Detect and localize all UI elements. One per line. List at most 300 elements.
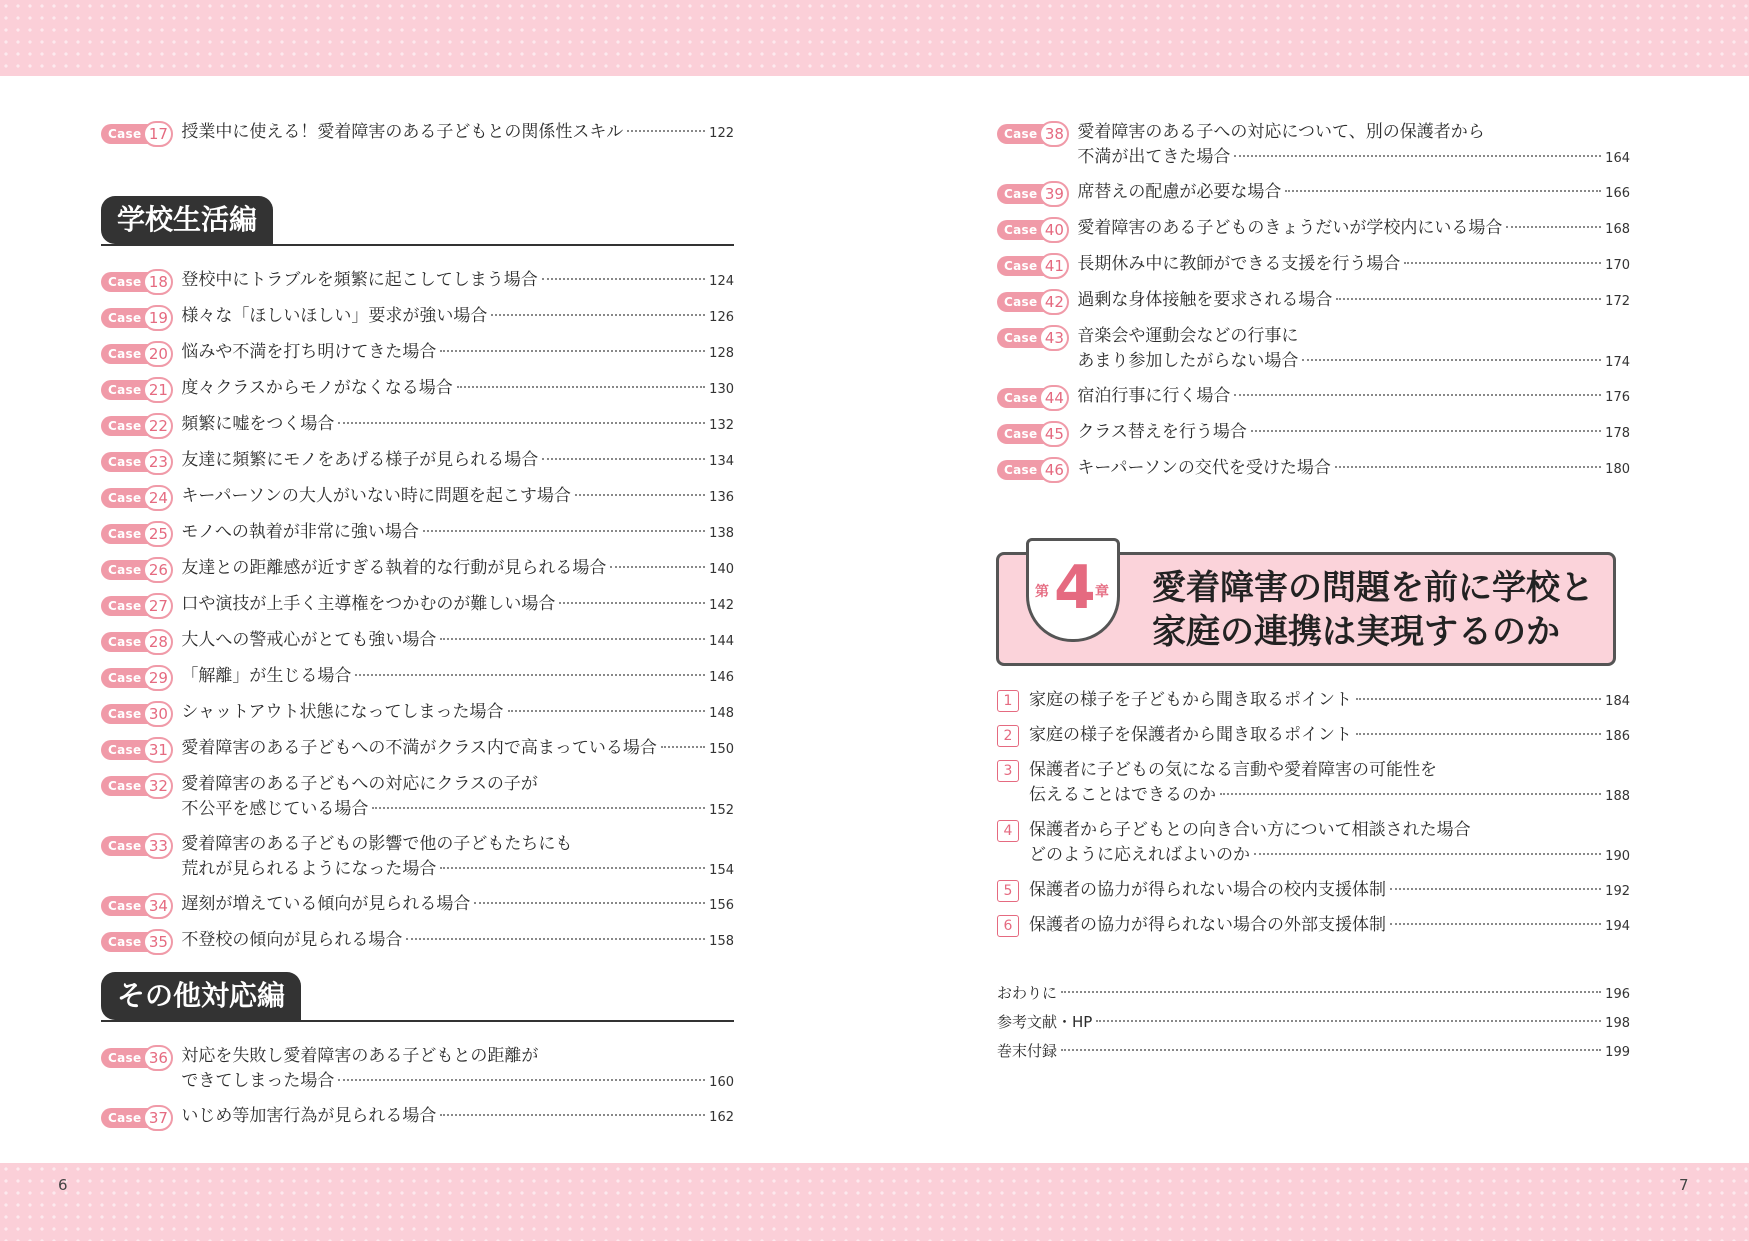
- entry-line: [181, 857, 734, 883]
- case-label: Case: [997, 184, 1045, 204]
- entry-text: [181, 412, 734, 438]
- toc-entry[interactable]: [997, 384, 1630, 411]
- entry-text: [181, 832, 734, 883]
- toc-entry[interactable]: [101, 700, 734, 727]
- case-number: 27: [143, 593, 173, 619]
- page-ref: 128: [709, 346, 734, 361]
- section-rule: [101, 244, 734, 246]
- page-ref: 138: [709, 526, 734, 541]
- page-ref: 186: [1605, 729, 1630, 744]
- entry-text: [181, 700, 734, 726]
- case-label: Case: [101, 740, 149, 760]
- item-number: 2: [997, 725, 1019, 747]
- item-number: 5: [997, 880, 1019, 902]
- case-number: 40: [1039, 217, 1069, 243]
- case-number: 17: [143, 121, 173, 147]
- entry-line-text: 「解離」が生じる場合: [181, 666, 352, 686]
- toc-entry[interactable]: [997, 688, 1630, 714]
- entry-line: [181, 484, 734, 510]
- chapter-number: 4: [1054, 553, 1096, 623]
- leader-dots: [372, 807, 705, 809]
- toc-entry[interactable]: [101, 1104, 734, 1131]
- entry-line-text: 様々な「ほしいほしい」要求が強い場合: [181, 306, 488, 326]
- case-badge: [101, 593, 173, 619]
- back-matter-entry[interactable]: [997, 1040, 1630, 1064]
- case-badge: [101, 521, 173, 547]
- entry-line: 愛着障害のある子への対応について、別の保護者から: [1077, 122, 1485, 142]
- entry-line-text: いじめ等加害行為が見られる場合: [181, 1106, 437, 1126]
- case-label: Case: [101, 896, 149, 916]
- entry-text: [1029, 818, 1630, 869]
- entry-line: [181, 797, 734, 823]
- bottom-pink-band: [0, 1163, 1749, 1241]
- case-badge: [997, 289, 1069, 315]
- chapter-title-line: 家庭の連携は実現するのか: [1152, 612, 1560, 652]
- section-title: その他対応編: [101, 972, 301, 1020]
- case-number: 20: [143, 341, 173, 367]
- leader-dots: [1234, 394, 1601, 396]
- entry-text: [1077, 216, 1630, 242]
- case-label: Case: [997, 388, 1045, 408]
- entry-line-text: あまり参加したがらない場合: [1077, 351, 1299, 371]
- case-label: Case: [997, 328, 1045, 348]
- entry-line: [1077, 252, 1630, 278]
- leader-dots: [1335, 466, 1601, 468]
- case-badge: [101, 305, 173, 331]
- entry-line: [1029, 783, 1630, 809]
- section-heading-other: [101, 972, 734, 1020]
- case-label: Case: [101, 560, 149, 580]
- toc-entry[interactable]: [997, 216, 1630, 243]
- entry-line-text: 過剰な身体接触を要求される場合: [1077, 290, 1333, 310]
- toc-entry[interactable]: [101, 664, 734, 691]
- page-ref: 198: [1605, 1016, 1630, 1031]
- entry-line: [1077, 349, 1630, 375]
- entry-line-text: 不登校の傾向が見られる場合: [181, 930, 403, 950]
- leader-dots: [1302, 359, 1601, 361]
- leader-dots: [474, 902, 705, 904]
- chapter-number-badge: [1026, 538, 1120, 642]
- entry-line: [181, 268, 734, 294]
- toc-entry[interactable]: [997, 878, 1630, 904]
- case-badge: [997, 325, 1069, 351]
- entry-line-text: 家庭の様子を子どもから聞き取るポイント: [1029, 690, 1352, 710]
- case-label: Case: [101, 488, 149, 508]
- entry-line-text: 悩みや不満を打ち明けてきた場合: [181, 342, 437, 362]
- case-badge: [101, 341, 173, 367]
- leader-dots: [1220, 793, 1601, 795]
- toc-entry[interactable]: [997, 913, 1630, 939]
- leader-dots: [1506, 226, 1601, 228]
- page-ref: 174: [1605, 355, 1630, 370]
- entry-line-text: 保護者の協力が得られない場合の校内支援体制: [1029, 880, 1386, 900]
- entry-line: 音楽会や運動会などの行事に: [1077, 326, 1299, 346]
- case-label: Case: [997, 292, 1045, 312]
- toc-back-matter: [997, 982, 1630, 1069]
- entry-text: [1029, 913, 1630, 939]
- case-badge: [101, 449, 173, 475]
- case-badge: [101, 485, 173, 511]
- entry-line: [1029, 688, 1630, 714]
- case-badge: [997, 457, 1069, 483]
- case-badge: [997, 385, 1069, 411]
- entry-text: [181, 448, 734, 474]
- case-number: 26: [143, 557, 173, 583]
- case-number: 42: [1039, 289, 1069, 315]
- entry-line-text: クラス替えを行う場合: [1077, 422, 1247, 442]
- toc-entry[interactable]: [101, 412, 734, 439]
- leader-dots: [1390, 888, 1601, 890]
- leader-dots: [1251, 430, 1601, 432]
- page-ref: 194: [1605, 919, 1630, 934]
- toc-entry[interactable]: [101, 484, 734, 511]
- entry-line: 愛着障害のある子どもの影響で他の子どもたちにも: [181, 834, 573, 854]
- page-ref: 164: [1605, 151, 1630, 166]
- case-badge: [101, 833, 173, 859]
- toc-right-cases: [997, 120, 1630, 492]
- entry-line: [181, 376, 734, 402]
- entry-text: [181, 376, 734, 402]
- case-label: Case: [101, 380, 149, 400]
- case-label: Case: [101, 524, 149, 544]
- entry-line: [181, 520, 734, 546]
- case-number: 45: [1039, 421, 1069, 447]
- entry-text: [1077, 324, 1630, 375]
- entry-text: [181, 592, 734, 618]
- case-label: Case: [101, 416, 149, 436]
- case-label: Case: [101, 272, 149, 292]
- entry-line-text: 不満が出てきた場合: [1077, 147, 1231, 167]
- toc-section-other: [101, 1044, 734, 1140]
- entry-line-text: キーパーソンの大人がいない時に問題を起こす場合: [181, 486, 571, 506]
- page-ref: 126: [709, 310, 734, 325]
- chapter-title-line: 愛着障害の問題を前に学校と: [1152, 568, 1594, 608]
- entry-line: 保護者から子どもとの向き合い方について相談された場合: [1029, 820, 1471, 840]
- page-number-right: 7: [1679, 1176, 1689, 1194]
- leader-dots: [559, 602, 705, 604]
- toc-entry[interactable]: [101, 304, 734, 331]
- entry-line: [1077, 145, 1630, 171]
- entry-line-text: 荒れが見られるようになった場合: [181, 859, 437, 879]
- entry-line-text: 頻繁に嘘をつく場合: [181, 414, 335, 434]
- entry-line: [181, 700, 734, 726]
- page-ref: 132: [709, 418, 734, 433]
- toc-entry[interactable]: [997, 420, 1630, 447]
- toc-entry[interactable]: [997, 758, 1630, 809]
- case-badge: [997, 121, 1069, 147]
- leader-dots: [338, 422, 705, 424]
- case-number: 34: [143, 893, 173, 919]
- entry-text: [1077, 180, 1630, 206]
- toc-entry[interactable]: [997, 723, 1630, 749]
- case-badge: [101, 413, 173, 439]
- entry-line: 愛着障害のある子どもへの対応にクラスの子が: [181, 774, 538, 794]
- entry-line-text: 口や演技が上手く主導権をつかむのが難しい場合: [181, 594, 556, 614]
- entry-line: [181, 340, 734, 366]
- page-ref: 154: [709, 863, 734, 878]
- leader-dots: [542, 458, 705, 460]
- leader-dots: [1061, 991, 1601, 993]
- case-badge: [997, 217, 1069, 243]
- entry-line-text: シャットアウト状態になってしまった場合: [181, 702, 504, 722]
- back-matter-entry[interactable]: [997, 1011, 1630, 1035]
- entry-line: [1077, 384, 1630, 410]
- page-ref: 144: [709, 634, 734, 649]
- case-badge: [101, 893, 173, 919]
- item-number: 6: [997, 915, 1019, 937]
- entry-line-text: 友達との距離感が近すぎる執着的な行動が見られる場合: [181, 558, 607, 578]
- entry-line: [181, 664, 734, 690]
- entry-line-text: できてしまった場合: [181, 1071, 335, 1091]
- toc-entry[interactable]: [997, 324, 1630, 375]
- page-ref: 190: [1605, 849, 1630, 864]
- case-badge: [101, 665, 173, 691]
- toc-entry[interactable]: [997, 818, 1630, 869]
- entry-text: [1077, 384, 1630, 410]
- case-badge: [997, 181, 1069, 207]
- toc-entry[interactable]: [997, 456, 1630, 483]
- case-label: Case: [101, 668, 149, 688]
- case-number: 41: [1039, 253, 1069, 279]
- entry-line: 保護者に子どもの気になる言動や愛着障害の可能性を: [1029, 760, 1437, 780]
- back-matter-label: 参考文献・HP: [997, 1013, 1093, 1031]
- case-badge: [101, 773, 173, 799]
- page-ref: 158: [709, 934, 734, 949]
- case-number: 19: [143, 305, 173, 331]
- entry-line-text: 家庭の様子を保護者から聞き取るポイント: [1029, 725, 1352, 745]
- page-ref: 130: [709, 382, 734, 397]
- case-badge: [101, 121, 173, 147]
- entry-text: [181, 268, 734, 294]
- entry-line-text: 登校中にトラブルを頻繁に起こしてしまう場合: [181, 270, 538, 290]
- toc-entry[interactable]: [101, 892, 734, 919]
- leader-dots: [1356, 698, 1601, 700]
- leader-dots: [508, 710, 706, 712]
- page-ref: 160: [709, 1075, 734, 1090]
- case-badge: [997, 253, 1069, 279]
- case-label: Case: [997, 460, 1045, 480]
- leader-dots: [440, 1114, 705, 1116]
- entry-line-text: 愛着障害のある子どもへの不満がクラス内で高まっている場合: [181, 738, 657, 758]
- case-badge: [101, 629, 173, 655]
- case-badge: [101, 557, 173, 583]
- case-number: 25: [143, 521, 173, 547]
- entry-line: [181, 592, 734, 618]
- back-matter-label: 巻末付録: [997, 1042, 1058, 1060]
- page-number-left: 6: [58, 1176, 68, 1194]
- entry-text: [181, 1044, 734, 1095]
- case-label: Case: [101, 704, 149, 724]
- entry-text: [1077, 456, 1630, 482]
- chapter-title: [1152, 566, 1602, 654]
- entry-text: [181, 664, 734, 690]
- entry-text: [181, 772, 734, 823]
- entry-line-text: 遅刻が増えている傾向が見られる場合: [181, 894, 471, 914]
- entry-line: [181, 304, 734, 330]
- page-ref: 188: [1605, 789, 1630, 804]
- leader-dots: [440, 867, 705, 869]
- item-number: 3: [997, 760, 1019, 782]
- toc-section-school-life: [101, 268, 734, 964]
- toc-entry[interactable]: [101, 376, 734, 403]
- case-number: 23: [143, 449, 173, 475]
- entry-line-text: 大人への警戒心がとても強い場合: [181, 630, 437, 650]
- page-ref: 184: [1605, 694, 1630, 709]
- entry-line-text: どのように応えればよいのか: [1029, 845, 1250, 865]
- toc-entry[interactable]: [101, 628, 734, 655]
- case-label: Case: [101, 452, 149, 472]
- item-number: 1: [997, 690, 1019, 712]
- case-badge: [101, 1045, 173, 1071]
- case-label: Case: [997, 424, 1045, 444]
- entry-line: [1029, 723, 1630, 749]
- leader-dots: [575, 494, 705, 496]
- case-number: 37: [143, 1105, 173, 1131]
- entry-line: [1077, 180, 1630, 206]
- entry-text: [1029, 878, 1630, 904]
- toc-entry[interactable]: [101, 340, 734, 367]
- leader-dots: [1234, 155, 1601, 157]
- entry-text: [1029, 758, 1630, 809]
- entry-text: [181, 520, 734, 546]
- entry-line-text: 授業中に使える！愛着障害のある子どもとの関係性スキル: [181, 122, 624, 142]
- entry-line: [1077, 288, 1630, 314]
- leader-dots: [1061, 1049, 1601, 1051]
- entry-line-text: 度々クラスからモノがなくなる場合: [181, 378, 453, 398]
- section-heading-school-life: [101, 196, 734, 244]
- leader-dots: [1356, 733, 1601, 735]
- entry-text: [1077, 252, 1630, 278]
- leader-dots: [661, 746, 705, 748]
- leader-dots: [423, 530, 705, 532]
- page-ref: 162: [709, 1110, 734, 1125]
- case-number: 28: [143, 629, 173, 655]
- entry-line-text: 保護者の協力が得られない場合の外部支援体制: [1029, 915, 1386, 935]
- case-badge: [101, 269, 173, 295]
- leader-dots: [338, 1079, 705, 1081]
- back-matter-label: おわりに: [997, 984, 1058, 1002]
- entry-line-text: モノへの執着が非常に強い場合: [181, 522, 419, 542]
- case-number: 36: [143, 1045, 173, 1071]
- case-number: 31: [143, 737, 173, 763]
- case-label: Case: [997, 124, 1045, 144]
- page-ref: 156: [709, 898, 734, 913]
- toc-left-top: [101, 120, 734, 156]
- case-label: Case: [997, 256, 1045, 276]
- leader-dots: [1404, 262, 1601, 264]
- case-number: 32: [143, 773, 173, 799]
- case-label: Case: [101, 1108, 149, 1128]
- item-number: 4: [997, 820, 1019, 842]
- page-ref: 178: [1605, 426, 1630, 441]
- toc-entry[interactable]: [101, 592, 734, 619]
- toc-entry[interactable]: [101, 448, 734, 475]
- case-label: Case: [101, 344, 149, 364]
- entry-line: [181, 892, 734, 918]
- entry-line-text: 長期休み中に教師ができる支援を行う場合: [1077, 254, 1401, 274]
- entry-line: [1029, 913, 1630, 939]
- entry-text: [181, 340, 734, 366]
- case-number: 43: [1039, 325, 1069, 351]
- entry-text: [181, 928, 734, 954]
- case-number: 29: [143, 665, 173, 691]
- case-label: Case: [101, 1048, 149, 1068]
- case-label: Case: [101, 632, 149, 652]
- case-label: Case: [101, 776, 149, 796]
- case-number: 18: [143, 269, 173, 295]
- case-badge: [997, 421, 1069, 447]
- toc-entry[interactable]: [997, 120, 1630, 171]
- leader-dots: [627, 130, 705, 132]
- entry-line-text: キーパーソンの交代を受けた場合: [1077, 458, 1331, 478]
- entry-text: [181, 1104, 734, 1130]
- toc-entry[interactable]: [101, 268, 734, 295]
- case-label: Case: [101, 596, 149, 616]
- toc-entry[interactable]: [997, 288, 1630, 315]
- entry-line-text: 伝えることはできるのか: [1029, 785, 1216, 805]
- leader-dots: [1390, 923, 1601, 925]
- top-pink-band: [0, 0, 1749, 76]
- case-number: 22: [143, 413, 173, 439]
- page-ref: 152: [709, 803, 734, 818]
- toc-entry[interactable]: [997, 252, 1630, 279]
- toc-entry[interactable]: [101, 1044, 734, 1095]
- leader-dots: [406, 938, 705, 940]
- toc-entry[interactable]: [101, 772, 734, 823]
- toc-entry[interactable]: [101, 120, 734, 147]
- page-ref: 176: [1605, 390, 1630, 405]
- page-ref: 166: [1605, 186, 1630, 201]
- leader-dots: [491, 314, 705, 316]
- case-badge: [101, 737, 173, 763]
- entry-line: 対応を失敗し愛着障害のある子どもとの距離が: [181, 1046, 539, 1066]
- page-ref: 142: [709, 598, 734, 613]
- entry-line: [181, 412, 734, 438]
- page-ref: 150: [709, 742, 734, 757]
- entry-line: [181, 1104, 734, 1130]
- section-title: 学校生活編: [101, 196, 273, 244]
- toc-entry[interactable]: [101, 520, 734, 547]
- entry-text: [181, 628, 734, 654]
- page-ref: 170: [1605, 258, 1630, 273]
- toc-entry[interactable]: [101, 928, 734, 955]
- case-label: Case: [101, 124, 149, 144]
- entry-text: [181, 736, 734, 762]
- toc-entry[interactable]: [101, 736, 734, 763]
- toc-chapter-4: [997, 688, 1630, 948]
- leader-dots: [1254, 853, 1601, 855]
- entry-text: [181, 892, 734, 918]
- case-number: 21: [143, 377, 173, 403]
- case-badge: [101, 929, 173, 955]
- entry-text: [1029, 688, 1630, 714]
- page-ref: 148: [709, 706, 734, 721]
- toc-entry[interactable]: [101, 556, 734, 583]
- toc-entry[interactable]: [101, 832, 734, 883]
- toc-entry[interactable]: [997, 180, 1630, 207]
- back-matter-entry[interactable]: [997, 982, 1630, 1006]
- entry-text: [181, 556, 734, 582]
- case-label: Case: [101, 836, 149, 856]
- entry-line-text: 宿泊行事に行く場合: [1077, 386, 1231, 406]
- entry-text: [181, 120, 734, 146]
- entry-line-text: 不公平を感じている場合: [181, 799, 369, 819]
- entry-line: [1077, 456, 1630, 482]
- entry-line: [1077, 216, 1630, 242]
- entry-line: [181, 448, 734, 474]
- entry-line-text: 席替えの配慮が必要な場合: [1077, 182, 1282, 202]
- section-rule: [101, 1020, 734, 1022]
